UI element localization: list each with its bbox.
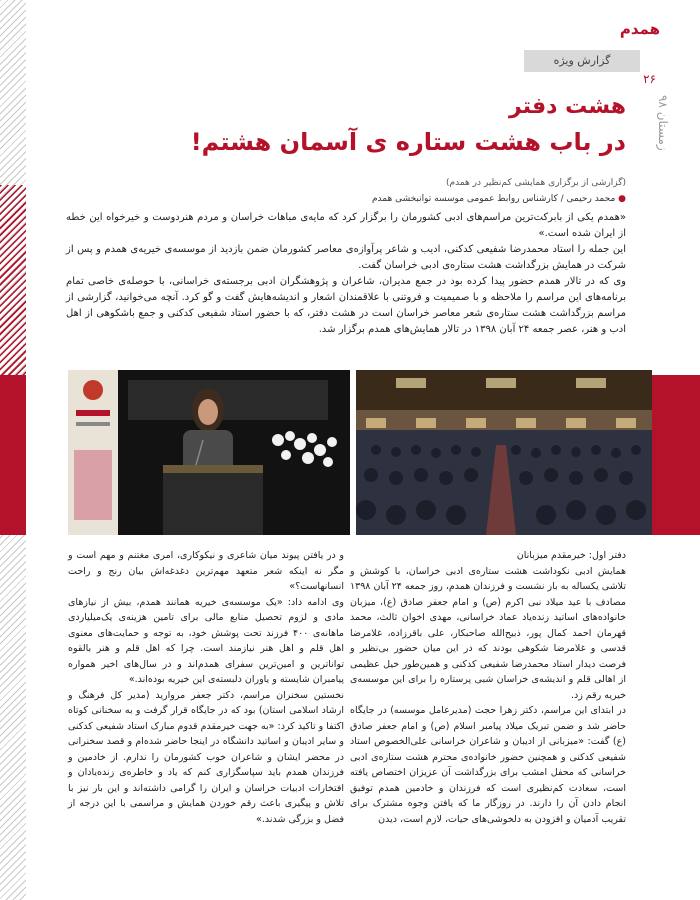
left-text-column	[68, 548, 344, 827]
hall-photo-graphic	[356, 370, 652, 535]
season-label: زمستان ۹۸	[656, 95, 670, 151]
section-tag: گزارش ویژه	[524, 50, 640, 72]
magazine-logo: همدم	[619, 20, 660, 38]
left-red-band	[0, 375, 26, 535]
column-paragraph: همایش ادبی نکوداشت هشت ستاره‌ی ادبی خراسان، با کوشش و تلاشی یکساله به بار نشست و فرزندان همدم، روز جمعه ۲۴ آبان ۱۳۹۸ مصادف با عید میلاد نبی اکرم (ص) و امام جعفر صادق (ع)، میزبان خانواده‌های اساتید زنده‌یاد عماد خراسانی، مهدی اخوان ثالث، محمد قهرمان احمد کمال پور، ذبیح‌الله صاحبکار، علی باقرزاده، غلامرضا قدسی و غلامرضا شکوهی بودند که در این میان حضور بی‌نظیر و فرصت دیدار استاد محمدرضا شفیعی کدکنی و همین‌طور خیل عظیمی از اهالی قلم و اندیشه‌ی خراسان شبی پرستاره را برای این موسسه‌ی خیریه رقم زد.	[350, 565, 626, 701]
column-paragraph: وی ادامه داد: «یک موسسه‌ی خیریه همانند همدم، بیش از نیازهای مادی و لزوم تحصیل منابع مالی برای تامین هزینه‌ی یک‌میلیاردی ماهانه‌ی ۴۰۰ فرزند تحت پوشش خود، به توجه و حمایت‌های معنوی اهل قلم و اهل هنر نیازمند است. چرا که اهل قلم و هنر بالقوه توانا‌ترین و امین‌ترین سفرای همدم‌اند و در سال‌های اخیر همواره پیامبران شایسته و یاوران دلبسته‌ی این خیریه بوده‌اند.»	[68, 596, 344, 685]
article-title-line2: در باب هشت ستاره ی آسمان هشتم!	[190, 128, 626, 156]
speaker-photo-graphic	[68, 370, 350, 535]
intro-paragraph: «همدم یکی از بابرکت‌ترین مراسم‌های ادبی کشورمان را برگزار کرد که مایه‌ی مباهات خراسان و مردم هنردوست و خیرخواه این خطه از ایران شده است.»	[66, 212, 626, 239]
intro-paragraph: وی که در تالار همدم حضور پیدا کرده بود در جمع مدیران، شاعران و پژوهشگران ادبی برجسته‌ی خراسانی، با حوصله‌ی خاصی تمام برنامه‌های این مراسم را ملاحظه و با صمیمیت و فروتنی با علاقمندان اشعار و اندیشه‌هایش گفت و گو کرد. آنچه می‌خوانید، گزارشی از مراسم بزرگداشت هشت ستاره‌ی شعر معاصر خراسان است در هشت دفتر، که با حضور استاد شفیعی کدکنی و جمع باشکوهی از اهل ادب و هنر، عصر جمعه ۲۴ آبان ۱۳۹۸ در تالار همایش‌های همدم برگزار شد.	[66, 276, 626, 335]
article-byline	[372, 194, 626, 204]
speaker-podium-photo	[68, 370, 350, 535]
article-intro	[66, 210, 626, 338]
column-paragraph: و در یافتن پیوند میان شاعری و نیکوکاری، امری مغتنم و مهم است و مگر نه اینکه شعر متعهد مهم‌ترین دغدغه‌اش بیان رنج و راحت انسانهاست؟»	[68, 550, 344, 592]
intro-paragraph: این جمله را استاد محمدرضا شفیعی کدکنی، ادیب و شاعر پرآوازه‌ی معاصر کشورمان ضمن بازدید از موسسه‌ی خیریه‌ی همدم و پس از شرکت در همایش بزرگداشت هشت ستاره‌ی ادبی خراسان گفت.	[66, 244, 626, 271]
bullet-icon: ●	[618, 194, 626, 204]
byline-text: محمد رحیمی / کارشناس روابط عمومی موسسه توانبخشی همدم	[371, 194, 616, 204]
column-paragraph: نخستین سخنران مراسم، دکتر جعفر مروارید (مدیر کل فرهنگ و ارشاد اسلامی استان) بود که در جایگاه قرار گرفت و به سخنانی کوتاه اکتفا و تاکید کرد: «به جهت خیرمقدم قدوم مبارک استاد شفیعی کدکنی و سایر ادیبان و اساتید دانشگاه در اینجا حاضر شده‌ام و قصد سخنرانی در محضر ایشان و شاعران خوب کشورمان را ندارم. از خادمین و فرزندان همدم باید سپاسگزاری کنم که یاد و خاطره‌ی زنده‌یادان و افتخارات ادبیات خراسان و ایران را گرامی داشته‌اند و این بار نیز با تلاش و پیگیری باعث رقم خوردن همایش و مراسمی با این درجه از فضل و بزرگی شدند.»	[68, 689, 344, 825]
article-title-line1: هشت دفتر	[509, 94, 626, 119]
column-paragraph: در ابتدای این مراسم، دکتر زهرا حجت (مدیرعامل موسسه) در جایگاه حاضر شد و ضمن تبریک میلاد پیامبر اسلام (ص) و امام جعفر صادق (ع) گفت: «میزبانی از ادیبان و شاعران خراسانی علی‌الخصوص استاد شفیعی کدکنی و همچنین حضور خانواده‌ی محترم هشت ستاره‌ی ادبی خراسانی که محفل امشب برای بزرگداشت آن عزیزان اختصاص یافته است، سعادت کم‌نظیری است که فرزندان و خادمین همدم توفیق انجام دادن آن را دارند. در روزگار ما که یافتن وجوه مشترک برای تقریب آدمیان و افزودن به دلخوشی‌های حیات، لازم است، دیدن	[350, 705, 626, 825]
column-paragraph: دفتر اول: خیرمقدم میزبانان	[516, 550, 626, 561]
article-subtitle: (گزارشی از برگزاری همایشی کم‌نظیر در همدم)	[446, 178, 626, 188]
right-red-band	[652, 375, 700, 535]
issue-number: ۲۶	[643, 72, 656, 86]
conference-hall-photo	[356, 370, 652, 535]
right-text-column	[350, 548, 626, 827]
red-hatch-accent	[0, 185, 26, 375]
